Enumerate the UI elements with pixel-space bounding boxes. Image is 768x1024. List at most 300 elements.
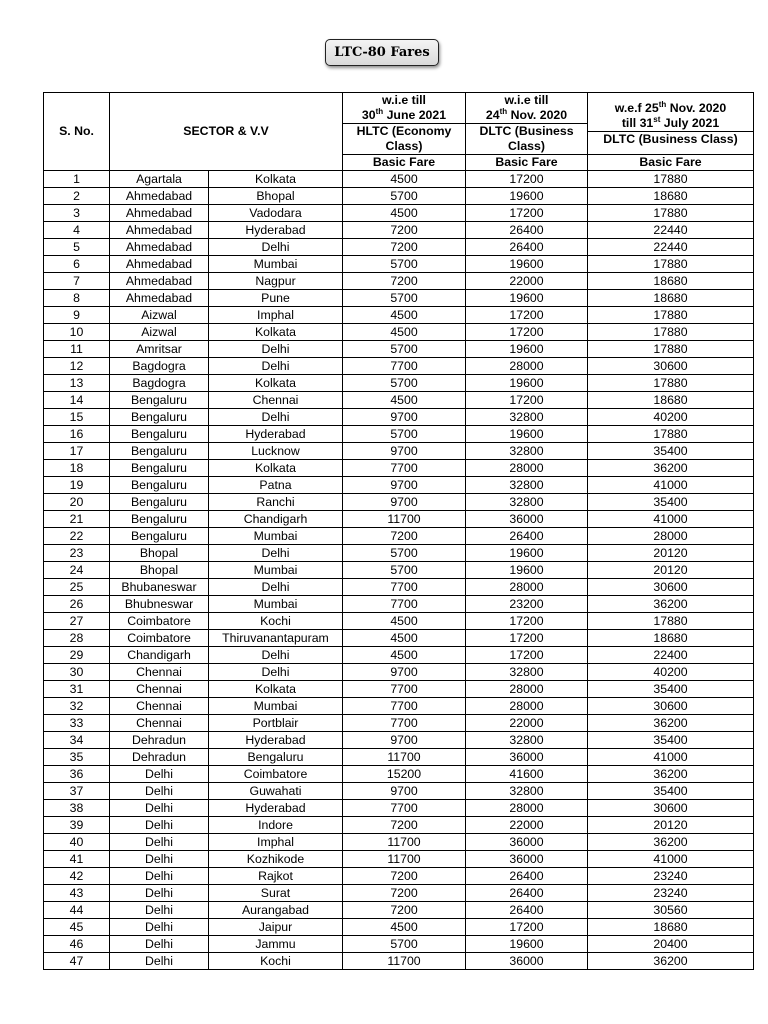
to-city-cell: Ranchi bbox=[209, 494, 343, 511]
from-city-cell: Bengaluru bbox=[110, 460, 209, 477]
dltc-new-fare-cell: 17880 bbox=[588, 171, 754, 188]
hltc-fare-cell: 5700 bbox=[343, 545, 466, 562]
to-city-cell: Kolkata bbox=[209, 324, 343, 341]
from-city-cell: Ahmedabad bbox=[110, 205, 209, 222]
sno-cell: 10 bbox=[44, 324, 110, 341]
table-row bbox=[44, 375, 754, 392]
to-city-cell: Imphal bbox=[209, 834, 343, 851]
sno-cell: 39 bbox=[44, 817, 110, 834]
dltc-new-fare-cell: 35400 bbox=[588, 443, 754, 460]
dltc-new-fare-cell: 22440 bbox=[588, 239, 754, 256]
dltc-new-fare-cell: 20120 bbox=[588, 545, 754, 562]
to-city-cell: Jaipur bbox=[209, 919, 343, 936]
dltc-fare-cell: 32800 bbox=[466, 409, 588, 426]
to-city-cell: Delhi bbox=[209, 358, 343, 375]
sno-cell: 37 bbox=[44, 783, 110, 800]
sno-cell: 46 bbox=[44, 936, 110, 953]
hltc-fare-cell: 4500 bbox=[343, 613, 466, 630]
dltc-fare-cell: 17200 bbox=[466, 307, 588, 324]
to-city-cell: Delhi bbox=[209, 341, 343, 358]
dltc-fare-cell: 41600 bbox=[466, 766, 588, 783]
dltc-new-fare-cell: 35400 bbox=[588, 732, 754, 749]
table-row bbox=[44, 732, 754, 749]
from-city-cell: Bhubneswar bbox=[110, 596, 209, 613]
table-row bbox=[44, 307, 754, 324]
from-city-cell: Delhi bbox=[110, 868, 209, 885]
sno-cell: 19 bbox=[44, 477, 110, 494]
dltc-fare-cell: 26400 bbox=[466, 222, 588, 239]
sno-cell: 30 bbox=[44, 664, 110, 681]
sno-cell: 23 bbox=[44, 545, 110, 562]
dltc-new-fare-cell: 18680 bbox=[588, 273, 754, 290]
dltc-fare-cell: 26400 bbox=[466, 239, 588, 256]
from-city-cell: Chennai bbox=[110, 664, 209, 681]
basic-fare-header-1: Basic Fare bbox=[343, 155, 466, 171]
hltc-fare-cell: 7700 bbox=[343, 715, 466, 732]
table-row bbox=[44, 477, 754, 494]
sno-cell: 42 bbox=[44, 868, 110, 885]
table-row bbox=[44, 800, 754, 817]
to-city-cell: Surat bbox=[209, 885, 343, 902]
table-row bbox=[44, 630, 754, 647]
dltc-fare-cell: 32800 bbox=[466, 443, 588, 460]
to-city-cell: Guwahati bbox=[209, 783, 343, 800]
sno-cell: 4 bbox=[44, 222, 110, 239]
dltc-fare-cell: 19600 bbox=[466, 290, 588, 307]
dltc-fare-cell: 28000 bbox=[466, 460, 588, 477]
page-title: LTC-80 Fares bbox=[325, 39, 439, 66]
to-city-cell: Nagpur bbox=[209, 273, 343, 290]
dltc-new-fare-cell: 22400 bbox=[588, 647, 754, 664]
table-row bbox=[44, 613, 754, 630]
to-city-cell: Portblair bbox=[209, 715, 343, 732]
hltc-fare-cell: 4500 bbox=[343, 392, 466, 409]
to-city-cell: Vadodara bbox=[209, 205, 343, 222]
to-city-cell: Imphal bbox=[209, 307, 343, 324]
from-city-cell: Chennai bbox=[110, 715, 209, 732]
from-city-cell: Chandigarh bbox=[110, 647, 209, 664]
hltc-fare-cell: 9700 bbox=[343, 443, 466, 460]
table-row bbox=[44, 715, 754, 732]
hltc-fare-cell: 9700 bbox=[343, 494, 466, 511]
table-row bbox=[44, 885, 754, 902]
dltc-fare-cell: 36000 bbox=[466, 834, 588, 851]
table-row bbox=[44, 290, 754, 307]
table-row bbox=[44, 494, 754, 511]
dltc-new-fare-cell: 30600 bbox=[588, 800, 754, 817]
from-city-cell: Amritsar bbox=[110, 341, 209, 358]
table-row bbox=[44, 596, 754, 613]
period-header-1: w.i.e till 30th June 2021 HLTC (Economy Class) bbox=[343, 93, 466, 155]
table-row bbox=[44, 902, 754, 919]
from-city-cell: Ahmedabad bbox=[110, 222, 209, 239]
to-city-cell: Jammu bbox=[209, 936, 343, 953]
sno-cell: 44 bbox=[44, 902, 110, 919]
from-city-cell: Ahmedabad bbox=[110, 239, 209, 256]
sno-cell: 26 bbox=[44, 596, 110, 613]
sno-header: S. No. bbox=[44, 93, 110, 171]
table-row bbox=[44, 341, 754, 358]
from-city-cell: Bengaluru bbox=[110, 528, 209, 545]
sno-cell: 13 bbox=[44, 375, 110, 392]
from-city-cell: Ahmedabad bbox=[110, 256, 209, 273]
hltc-fare-cell: 11700 bbox=[343, 851, 466, 868]
table-row bbox=[44, 919, 754, 936]
table-row bbox=[44, 426, 754, 443]
from-city-cell: Agartala bbox=[110, 171, 209, 188]
dltc-new-fare-cell: 18680 bbox=[588, 630, 754, 647]
to-city-cell: Delhi bbox=[209, 409, 343, 426]
from-city-cell: Delhi bbox=[110, 936, 209, 953]
dltc-fare-cell: 28000 bbox=[466, 358, 588, 375]
dltc-fare-cell: 17200 bbox=[466, 324, 588, 341]
hltc-fare-cell: 4500 bbox=[343, 324, 466, 341]
to-city-cell: Pune bbox=[209, 290, 343, 307]
table-row bbox=[44, 953, 754, 970]
sno-cell: 45 bbox=[44, 919, 110, 936]
hltc-fare-cell: 7200 bbox=[343, 885, 466, 902]
table-row bbox=[44, 324, 754, 341]
hltc-fare-cell: 5700 bbox=[343, 341, 466, 358]
table-row bbox=[44, 834, 754, 851]
sno-cell: 31 bbox=[44, 681, 110, 698]
dltc-new-fare-cell: 17880 bbox=[588, 426, 754, 443]
dltc-fare-cell: 17200 bbox=[466, 613, 588, 630]
from-city-cell: Bengaluru bbox=[110, 511, 209, 528]
table-row bbox=[44, 698, 754, 715]
dltc-new-fare-cell: 17880 bbox=[588, 324, 754, 341]
dltc-fare-cell: 32800 bbox=[466, 494, 588, 511]
to-city-cell: Delhi bbox=[209, 647, 343, 664]
table-row bbox=[44, 392, 754, 409]
hltc-fare-cell: 7700 bbox=[343, 596, 466, 613]
sno-cell: 36 bbox=[44, 766, 110, 783]
dltc-fare-cell: 19600 bbox=[466, 256, 588, 273]
table-row bbox=[44, 358, 754, 375]
from-city-cell: Delhi bbox=[110, 800, 209, 817]
dltc-fare-cell: 19600 bbox=[466, 562, 588, 579]
sno-cell: 32 bbox=[44, 698, 110, 715]
to-city-cell: Hyderabad bbox=[209, 426, 343, 443]
hltc-fare-cell: 5700 bbox=[343, 426, 466, 443]
from-city-cell: Delhi bbox=[110, 902, 209, 919]
dltc-fare-cell: 17200 bbox=[466, 205, 588, 222]
dltc-new-fare-cell: 17880 bbox=[588, 341, 754, 358]
table-row bbox=[44, 766, 754, 783]
dltc-new-fare-cell: 35400 bbox=[588, 494, 754, 511]
hltc-fare-cell: 9700 bbox=[343, 732, 466, 749]
dltc-new-fare-cell: 18680 bbox=[588, 919, 754, 936]
from-city-cell: Chennai bbox=[110, 698, 209, 715]
sector-header: SECTOR & V.V bbox=[110, 93, 343, 171]
from-city-cell: Delhi bbox=[110, 766, 209, 783]
from-city-cell: Ahmedabad bbox=[110, 273, 209, 290]
dltc-fare-cell: 28000 bbox=[466, 698, 588, 715]
table-row bbox=[44, 528, 754, 545]
to-city-cell: Chandigarh bbox=[209, 511, 343, 528]
to-city-cell: Delhi bbox=[209, 579, 343, 596]
table-row bbox=[44, 783, 754, 800]
dltc-new-fare-cell: 17880 bbox=[588, 613, 754, 630]
sno-cell: 2 bbox=[44, 188, 110, 205]
hltc-fare-cell: 7200 bbox=[343, 902, 466, 919]
sno-cell: 7 bbox=[44, 273, 110, 290]
dltc-new-fare-cell: 17880 bbox=[588, 375, 754, 392]
dltc-fare-cell: 32800 bbox=[466, 664, 588, 681]
dltc-fare-cell: 22000 bbox=[466, 817, 588, 834]
dltc-new-fare-cell: 41000 bbox=[588, 749, 754, 766]
to-city-cell: Mumbai bbox=[209, 528, 343, 545]
dltc-fare-cell: 26400 bbox=[466, 885, 588, 902]
sno-cell: 43 bbox=[44, 885, 110, 902]
to-city-cell: Mumbai bbox=[209, 698, 343, 715]
dltc-fare-cell: 36000 bbox=[466, 851, 588, 868]
hltc-fare-cell: 11700 bbox=[343, 953, 466, 970]
dltc-new-fare-cell: 30600 bbox=[588, 579, 754, 596]
sno-cell: 22 bbox=[44, 528, 110, 545]
table-row bbox=[44, 409, 754, 426]
dltc-new-fare-cell: 28000 bbox=[588, 528, 754, 545]
from-city-cell: Coimbatore bbox=[110, 630, 209, 647]
dltc-new-fare-cell: 41000 bbox=[588, 511, 754, 528]
dltc-fare-cell: 19600 bbox=[466, 426, 588, 443]
to-city-cell: Hyderabad bbox=[209, 800, 343, 817]
sno-cell: 11 bbox=[44, 341, 110, 358]
hltc-fare-cell: 7200 bbox=[343, 239, 466, 256]
dltc-fare-cell: 26400 bbox=[466, 902, 588, 919]
to-city-cell: Coimbatore bbox=[209, 766, 343, 783]
basic-fare-header-2: Basic Fare bbox=[466, 155, 588, 171]
dltc-fare-cell: 32800 bbox=[466, 732, 588, 749]
from-city-cell: Delhi bbox=[110, 834, 209, 851]
fares-table bbox=[43, 92, 754, 970]
dltc-new-fare-cell: 36200 bbox=[588, 460, 754, 477]
hltc-fare-cell: 11700 bbox=[343, 749, 466, 766]
dltc-fare-cell: 17200 bbox=[466, 919, 588, 936]
hltc-fare-cell: 11700 bbox=[343, 834, 466, 851]
table-row bbox=[44, 443, 754, 460]
from-city-cell: Bengaluru bbox=[110, 477, 209, 494]
dltc-fare-cell: 32800 bbox=[466, 783, 588, 800]
dltc-new-fare-cell: 41000 bbox=[588, 477, 754, 494]
sno-cell: 16 bbox=[44, 426, 110, 443]
sno-cell: 15 bbox=[44, 409, 110, 426]
table-row bbox=[44, 188, 754, 205]
sno-cell: 28 bbox=[44, 630, 110, 647]
to-city-cell: Chennai bbox=[209, 392, 343, 409]
dltc-fare-cell: 19600 bbox=[466, 545, 588, 562]
to-city-cell: Patna bbox=[209, 477, 343, 494]
from-city-cell: Delhi bbox=[110, 851, 209, 868]
from-city-cell: Bhubaneswar bbox=[110, 579, 209, 596]
sno-cell: 5 bbox=[44, 239, 110, 256]
period-header-2: w.i.e till 24th Nov. 2020 DLTC (Business Class) bbox=[466, 93, 588, 155]
to-city-cell: Hyderabad bbox=[209, 222, 343, 239]
dltc-new-fare-cell: 30600 bbox=[588, 698, 754, 715]
table-row bbox=[44, 664, 754, 681]
dltc-fare-cell: 28000 bbox=[466, 579, 588, 596]
from-city-cell: Bhopal bbox=[110, 545, 209, 562]
sno-cell: 20 bbox=[44, 494, 110, 511]
dltc-new-fare-cell: 36200 bbox=[588, 596, 754, 613]
table-row bbox=[44, 460, 754, 477]
table-row bbox=[44, 256, 754, 273]
from-city-cell: Delhi bbox=[110, 817, 209, 834]
from-city-cell: Bagdogra bbox=[110, 358, 209, 375]
table-row bbox=[44, 171, 754, 188]
hltc-fare-cell: 7200 bbox=[343, 868, 466, 885]
basic-fare-header-3: Basic Fare bbox=[588, 155, 754, 171]
to-city-cell: Kochi bbox=[209, 953, 343, 970]
dltc-fare-cell: 32800 bbox=[466, 477, 588, 494]
hltc-fare-cell: 15200 bbox=[343, 766, 466, 783]
hltc-fare-cell: 7700 bbox=[343, 579, 466, 596]
dltc-fare-cell: 17200 bbox=[466, 630, 588, 647]
sno-cell: 18 bbox=[44, 460, 110, 477]
from-city-cell: Ahmedabad bbox=[110, 290, 209, 307]
table-row bbox=[44, 273, 754, 290]
sno-cell: 34 bbox=[44, 732, 110, 749]
dltc-new-fare-cell: 22440 bbox=[588, 222, 754, 239]
hltc-fare-cell: 9700 bbox=[343, 477, 466, 494]
table-row bbox=[44, 511, 754, 528]
to-city-cell: Aurangabad bbox=[209, 902, 343, 919]
hltc-fare-cell: 5700 bbox=[343, 188, 466, 205]
dltc-new-fare-cell: 17880 bbox=[588, 256, 754, 273]
sno-cell: 21 bbox=[44, 511, 110, 528]
dltc-fare-cell: 22000 bbox=[466, 273, 588, 290]
from-city-cell: Bengaluru bbox=[110, 409, 209, 426]
dltc-new-fare-cell: 40200 bbox=[588, 664, 754, 681]
hltc-fare-cell: 7200 bbox=[343, 528, 466, 545]
table-row bbox=[44, 681, 754, 698]
hltc-fare-cell: 7700 bbox=[343, 800, 466, 817]
sno-cell: 1 bbox=[44, 171, 110, 188]
dltc-new-fare-cell: 35400 bbox=[588, 783, 754, 800]
sno-cell: 14 bbox=[44, 392, 110, 409]
sno-cell: 40 bbox=[44, 834, 110, 851]
hltc-fare-cell: 7700 bbox=[343, 460, 466, 477]
from-city-cell: Bagdogra bbox=[110, 375, 209, 392]
dltc-new-fare-cell: 20120 bbox=[588, 562, 754, 579]
sno-cell: 41 bbox=[44, 851, 110, 868]
to-city-cell: Bengaluru bbox=[209, 749, 343, 766]
sno-cell: 27 bbox=[44, 613, 110, 630]
hltc-fare-cell: 9700 bbox=[343, 783, 466, 800]
from-city-cell: Bengaluru bbox=[110, 426, 209, 443]
dltc-new-fare-cell: 41000 bbox=[588, 851, 754, 868]
sno-cell: 24 bbox=[44, 562, 110, 579]
hltc-fare-cell: 4500 bbox=[343, 919, 466, 936]
sno-cell: 29 bbox=[44, 647, 110, 664]
hltc-fare-cell: 5700 bbox=[343, 256, 466, 273]
dltc-fare-cell: 36000 bbox=[466, 749, 588, 766]
to-city-cell: Hyderabad bbox=[209, 732, 343, 749]
to-city-cell: Mumbai bbox=[209, 256, 343, 273]
sno-cell: 38 bbox=[44, 800, 110, 817]
table-row bbox=[44, 239, 754, 256]
sno-cell: 6 bbox=[44, 256, 110, 273]
from-city-cell: Delhi bbox=[110, 783, 209, 800]
dltc-new-fare-cell: 36200 bbox=[588, 953, 754, 970]
from-city-cell: Aizwal bbox=[110, 307, 209, 324]
hltc-fare-cell: 7200 bbox=[343, 817, 466, 834]
from-city-cell: Dehradun bbox=[110, 732, 209, 749]
sno-cell: 12 bbox=[44, 358, 110, 375]
dltc-new-fare-cell: 17880 bbox=[588, 307, 754, 324]
hltc-fare-cell: 5700 bbox=[343, 562, 466, 579]
to-city-cell: Rajkot bbox=[209, 868, 343, 885]
hltc-fare-cell: 4500 bbox=[343, 205, 466, 222]
dltc-new-fare-cell: 18680 bbox=[588, 392, 754, 409]
table-row bbox=[44, 579, 754, 596]
table-row bbox=[44, 222, 754, 239]
to-city-cell: Delhi bbox=[209, 239, 343, 256]
from-city-cell: Ahmedabad bbox=[110, 188, 209, 205]
sno-cell: 17 bbox=[44, 443, 110, 460]
table-row bbox=[44, 545, 754, 562]
hltc-fare-cell: 7200 bbox=[343, 273, 466, 290]
hltc-fare-cell: 9700 bbox=[343, 409, 466, 426]
dltc-fare-cell: 26400 bbox=[466, 868, 588, 885]
dltc-fare-cell: 28000 bbox=[466, 681, 588, 698]
dltc-fare-cell: 28000 bbox=[466, 800, 588, 817]
dltc-fare-cell: 36000 bbox=[466, 953, 588, 970]
hltc-fare-cell: 11700 bbox=[343, 511, 466, 528]
dltc-new-fare-cell: 20120 bbox=[588, 817, 754, 834]
to-city-cell: Kolkata bbox=[209, 681, 343, 698]
hltc-fare-cell: 7700 bbox=[343, 681, 466, 698]
from-city-cell: Delhi bbox=[110, 953, 209, 970]
table-row bbox=[44, 851, 754, 868]
hltc-fare-cell: 4500 bbox=[343, 630, 466, 647]
dltc-fare-cell: 22000 bbox=[466, 715, 588, 732]
to-city-cell: Thiruvanantapuram bbox=[209, 630, 343, 647]
dltc-fare-cell: 23200 bbox=[466, 596, 588, 613]
dltc-fare-cell: 17200 bbox=[466, 647, 588, 664]
table-row bbox=[44, 817, 754, 834]
dltc-fare-cell: 19600 bbox=[466, 375, 588, 392]
from-city-cell: Bengaluru bbox=[110, 392, 209, 409]
to-city-cell: Delhi bbox=[209, 664, 343, 681]
to-city-cell: Kozhikode bbox=[209, 851, 343, 868]
from-city-cell: Coimbatore bbox=[110, 613, 209, 630]
sno-cell: 47 bbox=[44, 953, 110, 970]
fare-rows bbox=[44, 171, 754, 970]
dltc-fare-cell: 36000 bbox=[466, 511, 588, 528]
dltc-new-fare-cell: 35400 bbox=[588, 681, 754, 698]
dltc-new-fare-cell: 18680 bbox=[588, 290, 754, 307]
table-row bbox=[44, 936, 754, 953]
dltc-new-fare-cell: 20400 bbox=[588, 936, 754, 953]
from-city-cell: Chennai bbox=[110, 681, 209, 698]
from-city-cell: Bengaluru bbox=[110, 494, 209, 511]
to-city-cell: Bhopal bbox=[209, 188, 343, 205]
dltc-new-fare-cell: 36200 bbox=[588, 834, 754, 851]
dltc-new-fare-cell: 17880 bbox=[588, 205, 754, 222]
to-city-cell: Kolkata bbox=[209, 171, 343, 188]
hltc-fare-cell: 4500 bbox=[343, 647, 466, 664]
from-city-cell: Delhi bbox=[110, 885, 209, 902]
sno-cell: 35 bbox=[44, 749, 110, 766]
dltc-new-fare-cell: 36200 bbox=[588, 766, 754, 783]
table-row bbox=[44, 205, 754, 222]
to-city-cell: Kochi bbox=[209, 613, 343, 630]
sno-cell: 8 bbox=[44, 290, 110, 307]
to-city-cell: Mumbai bbox=[209, 596, 343, 613]
from-city-cell: Bhopal bbox=[110, 562, 209, 579]
to-city-cell: Kolkata bbox=[209, 375, 343, 392]
